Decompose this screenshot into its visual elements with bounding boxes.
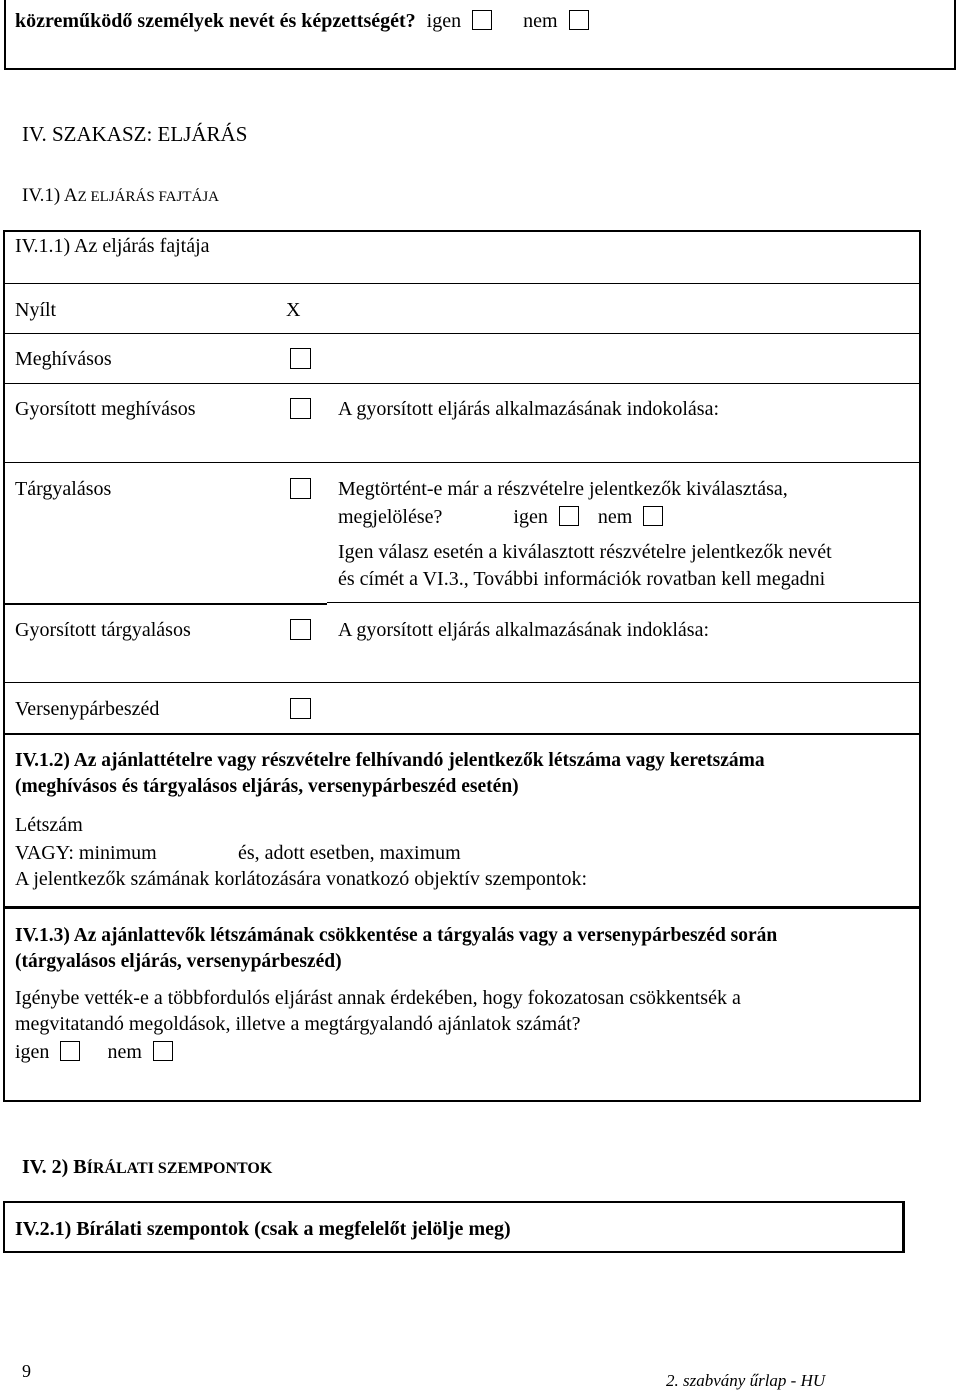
section-subtitle-prefix: IV.1) A xyxy=(22,185,78,206)
accel-restricted-checkbox[interactable] xyxy=(290,398,311,419)
iv12-max-label: és, adott esetben, maximum xyxy=(238,842,461,864)
open-label: Nyílt xyxy=(15,299,57,321)
iv13-question-line2: megvitatandó megoldások, illetve a megtárgyalandó ajánlatok számát? xyxy=(15,1013,581,1035)
row-divider xyxy=(5,682,919,683)
top-yes-label: igen xyxy=(426,10,462,32)
top-no-label: nem xyxy=(523,10,558,32)
negotiated-no-checkbox[interactable] xyxy=(643,506,663,526)
top-question xyxy=(15,10,589,31)
iv12-heading-line2: (meghívásos és tárgyalásos eljárás, versenypárbeszéd esetén) xyxy=(15,776,519,797)
iv13-heading-line1: IV.1.3) Az ajánlattevők létszámának csökkentése a tárgyalás vagy a versenypárbeszéd során xyxy=(15,925,778,946)
section-subtitle-rest: Z ELJÁRÁS FAJTÁJA xyxy=(77,189,220,205)
negotiated-label: Tárgyalásos xyxy=(15,478,112,500)
row-divider xyxy=(5,603,327,605)
iv12-min-label: VAGY: minimum xyxy=(15,842,157,864)
top-question-text: közreműködő személyek nevét és képzettségét? xyxy=(15,10,416,32)
accel-negotiated-checkbox[interactable] xyxy=(290,619,311,640)
negotiated-checkbox[interactable] xyxy=(290,478,311,499)
accel-negotiated-label: Gyorsított tárgyalásos xyxy=(15,619,191,641)
negotiated-info-line2: és címét a VI.3., További információk rovatban kell megadni xyxy=(338,568,826,590)
negotiated-yes-checkbox[interactable] xyxy=(559,506,579,526)
negotiated-yes-label: igen xyxy=(513,506,548,528)
accel-restricted-label: Gyorsított meghívásos xyxy=(15,398,196,420)
iv13-question-line1: Igénybe vették-e a többfordulós eljárást annak érdekében, hogy fokozatosan csökkentsék a xyxy=(15,987,741,1009)
iv2-title-prefix: IV. 2) B xyxy=(22,1156,87,1178)
iv2-title xyxy=(22,1157,272,1177)
iv2-heading: IV.2.1) Bírálati szempontok (csak a megfelelőt jelölje meg) xyxy=(15,1218,511,1240)
negotiated-info-line1: Igen válasz esetén a kiválasztott részvételre jelentkezők nevét xyxy=(338,541,832,563)
top-yes-checkbox[interactable] xyxy=(472,10,492,30)
iv12-count-label: Létszám xyxy=(15,814,83,836)
row-divider xyxy=(5,333,919,334)
negotiated-note-line1: Megtörtént-e már a részvételre jelentkezők kiválasztása, xyxy=(338,478,788,500)
iv13-no-checkbox[interactable] xyxy=(153,1041,173,1061)
form-name: 2. szabvány űrlap - HU xyxy=(666,1371,826,1390)
row-divider xyxy=(5,383,919,384)
negotiated-note-line2-text: megjelölése? xyxy=(338,506,443,528)
restricted-label: Meghívásos xyxy=(15,348,112,370)
negotiated-note-line2 xyxy=(338,506,663,527)
row-divider xyxy=(5,733,919,735)
iv12-heading-line1: IV.1.2) Az ajánlattételre vagy részvételre felhívandó jelentkezők létszáma vagy keretszáma xyxy=(15,750,765,771)
iv2-title-rest: ÍRÁLATI SZEMPONTOK xyxy=(86,1160,273,1177)
dialogue-label: Versenypárbeszéd xyxy=(15,698,160,720)
iv13-no-label: nem xyxy=(107,1041,142,1063)
proc-type-heading: IV.1.1) Az eljárás fajtája xyxy=(15,235,210,257)
row-divider xyxy=(5,283,919,284)
dialogue-checkbox[interactable] xyxy=(290,698,311,719)
iv13-heading-line2: (tárgyalásos eljárás, versenypárbeszéd) xyxy=(15,951,342,972)
iv13-yes-label: igen xyxy=(15,1041,50,1063)
open-mark[interactable]: X xyxy=(286,299,301,321)
section-title: IV. SZAKASZ: ELJÁRÁS xyxy=(22,122,248,146)
row-divider xyxy=(327,602,919,603)
iv13-answer xyxy=(15,1041,173,1062)
negotiated-no-label: nem xyxy=(597,506,633,528)
restricted-checkbox[interactable] xyxy=(290,348,311,369)
accel-restricted-note: A gyorsított eljárás alkalmazásának indokolása: xyxy=(338,398,719,420)
page-number: 9 xyxy=(22,1361,31,1381)
iv13-yes-checkbox[interactable] xyxy=(60,1041,80,1061)
iv12-criteria-label: A jelentkezők számának korlátozására vonatkozó objektív szempontok: xyxy=(15,868,588,890)
section-subtitle xyxy=(22,186,219,205)
row-divider xyxy=(5,462,919,463)
top-no-checkbox[interactable] xyxy=(569,10,589,30)
accel-negotiated-note: A gyorsított eljárás alkalmazásának indoklása: xyxy=(338,619,709,641)
